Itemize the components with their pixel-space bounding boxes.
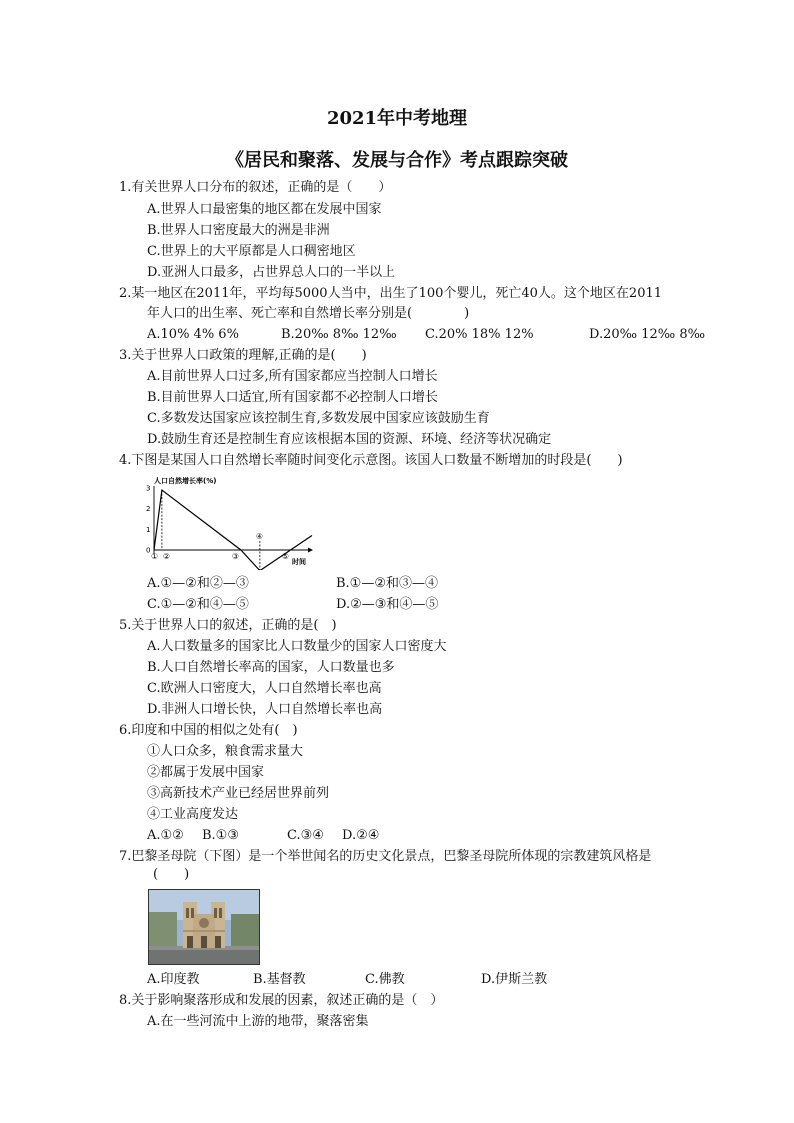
question-5-option-a: A.人口数量多的国家比人口数量少的国家人口密度大 — [147, 639, 447, 654]
question-6-item-2: ②都属于发展中国家 — [147, 765, 265, 780]
chart-x-axis-arrow — [308, 548, 313, 553]
question-6-item-1: ①人口众多，粮食需求量大 — [147, 744, 304, 759]
chart-y-tick-0: 0 — [146, 546, 151, 555]
question-3-option-c: C.多数发达国家应该控制生育,多数发展中国家应该鼓励生育 — [147, 411, 490, 426]
question-2-option-d: D.20‰ 12‰ 8‰ — [589, 327, 706, 342]
question-7-option-b: B.基督教 — [253, 972, 306, 987]
question-6-option-a: A.①② — [147, 828, 184, 843]
question-4-option-a: A.①—②和②—③ — [147, 576, 249, 591]
question-4-option-b: B.①—②和③—④ — [336, 576, 438, 591]
question-2-option-b: B.20‰ 8‰ 12‰ — [281, 327, 397, 342]
chart-point-label-2: ② — [162, 552, 171, 561]
question-6-item-4: ④工业高度发达 — [147, 807, 239, 822]
question-5-stem: 5.关于世界人口的叙述，正确的是( ) — [119, 618, 337, 633]
chart-point-label-4: ④ — [255, 532, 264, 541]
question-3-option-a: A.目前世界人口过多,所有国家都应当控制人口增长 — [147, 369, 438, 384]
chart-y-tick-3: 3 — [146, 484, 151, 493]
chart-y-ticks — [146, 485, 150, 555]
question-3-stem: 3.关于世界人口政策的理解,正确的是( ) — [119, 348, 367, 363]
question-6-stem: 6.印度和中国的相似之处有( ) — [119, 723, 298, 738]
page-subtitle: 《居民和聚落、发展与合作》考点跟踪突破 — [226, 150, 568, 171]
chart-point-label-5: ⑤ — [281, 552, 290, 561]
chart-x-axis-label: 时间 — [292, 558, 306, 566]
question-5-option-b: B.人口自然增长率高的国家，人口数量也多 — [147, 660, 395, 675]
question-4-option-c: C.①—②和④—⑤ — [147, 597, 249, 612]
question-3-option-d: D.鼓励生育还是控制生育应该根据本国的资源、环境、经济等状况确定 — [147, 432, 552, 447]
question-8-option-a: A.在一些河流中上游的地带，聚落密集 — [147, 1014, 369, 1029]
question-8-stem: 8.关于影响聚落形成和发展的因素，叙述正确的是（ ） — [119, 993, 444, 1008]
chart-y-axis-label: 人口自然增长率(%) — [154, 477, 217, 485]
question-2-option-a: A.10% 4% 6% — [147, 327, 239, 342]
question-7-option-c: C.佛教 — [365, 972, 405, 987]
cathedral-illustration — [149, 890, 259, 964]
chart-y-tick-2: 2 — [146, 505, 151, 514]
page-title: 2021年中考地理 — [326, 108, 468, 129]
chart-point-label-1: ① — [151, 552, 159, 561]
question-1-option-a: A.世界人口最密集的地区都在发展中国家 — [147, 202, 382, 217]
notre-dame-photo — [148, 889, 260, 965]
question-6-option-d: D.②④ — [342, 828, 380, 843]
question-2-stem-line1: 2.某一地区在2011年，平均每5000人当中，出生了100个婴儿，死亡40人。这个地区在2011 — [119, 286, 663, 301]
chart-point-label-3: ③ — [231, 552, 240, 561]
question-2-stem-line2: 年人口的出生率、死亡率和自然增长率分别是( ) — [147, 306, 470, 321]
question-4-stem: 4.下图是某国人口自然增长率随时间变化示意图。该国人口数量不断增加的时段是( ) — [119, 453, 623, 468]
question-7-option-a: A.印度教 — [147, 972, 200, 987]
question-6-option-b: B.①③ — [202, 828, 239, 843]
question-6-option-c: C.③④ — [287, 828, 324, 843]
question-5-option-d: D.非洲人口增长快，人口自然增长率也高 — [147, 702, 383, 717]
question-1-option-d: D.亚洲人口最多，占世界总人口的一半以上 — [147, 265, 396, 280]
question-7-option-d: D.伊斯兰教 — [481, 972, 548, 987]
question-4-option-d: D.②—③和④—⑤ — [336, 597, 439, 612]
question-7-stem-line2: ( ) — [153, 867, 190, 882]
question-6-item-3: ③高新技术产业已经居世界前列 — [147, 786, 330, 801]
question-1-stem: 1.有关世界人口分布的叙述，正确的是（ ） — [119, 180, 392, 195]
question-5-option-c: C.欧洲人口密度大，人口自然增长率也高 — [147, 681, 382, 696]
chart-y-tick-1: 1 — [146, 525, 151, 534]
question-1-option-c: C.世界上的大平原都是人口稠密地区 — [147, 244, 356, 259]
growth-rate-chart — [142, 474, 322, 570]
question-3-option-b: B.目前世界人口适宜,所有国家都不必控制人口增长 — [147, 390, 438, 405]
question-2-option-c: C.20% 18% 12% — [425, 327, 534, 342]
question-7-stem-line1: 7.巴黎圣母院（下图）是一个举世闻名的历史文化景点，巴黎圣母院所体现的宗教建筑风格是 — [119, 849, 652, 864]
question-1-option-b: B.世界人口密度最大的洲是非洲 — [147, 223, 330, 238]
